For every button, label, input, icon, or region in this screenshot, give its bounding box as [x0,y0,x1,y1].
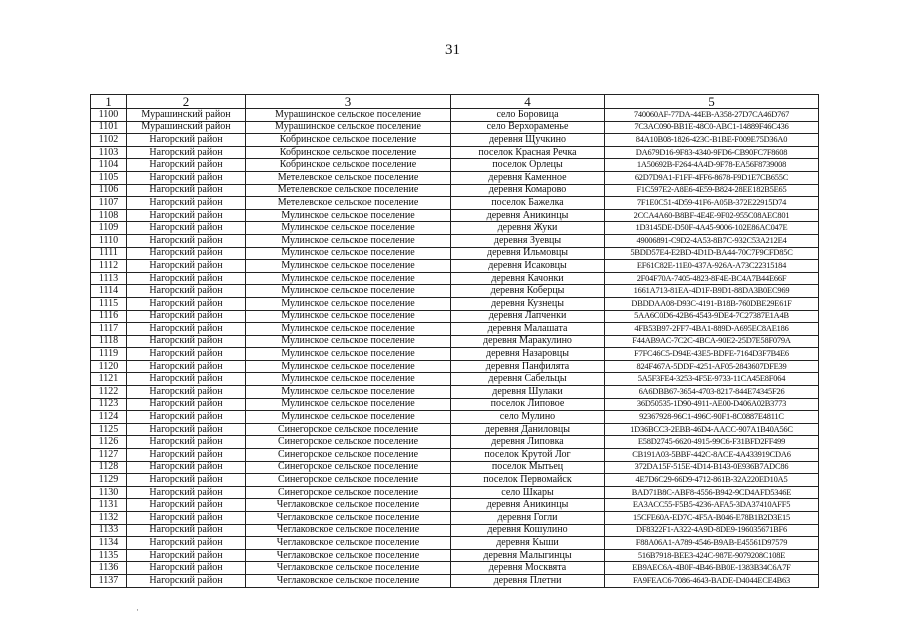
table-row [91,449,819,462]
table-row [91,537,819,550]
cell-identifier: FA9FEAC6-7086-4643-BADE-D4044ECE4B63 [605,574,819,587]
cell-district: Нагорский район [127,549,246,562]
cell-number: 1105 [91,171,127,184]
table-row [91,549,819,562]
cell-identifier: 516B7918-BEE3-424C-987E-9079208C108E [605,549,819,562]
cell-number: 1136 [91,562,127,575]
cell-district: Нагорский район [127,562,246,575]
cell-district: Нагорский район [127,323,246,336]
column-header-number: 1 [91,95,127,109]
cell-settlement: Синегорское сельское поселение [246,436,451,449]
cell-number: 1133 [91,524,127,537]
cell-number: 1116 [91,310,127,323]
cell-identifier: CB191A03-5BBF-442C-8ACE-4A433919CDA6 [605,449,819,462]
cell-settlement: Чеглаковское сельское поселение [246,512,451,525]
cell-number: 1107 [91,197,127,210]
table-row [91,234,819,247]
cell-number: 1108 [91,209,127,222]
table-row [91,411,819,424]
cell-district: Нагорский район [127,499,246,512]
cell-identifier: 1D36BCC3-2EBB-46D4-AACC-907A1B40A56C [605,423,819,436]
table-row [91,184,819,197]
cell-identifier: 4FB53B97-2FF7-4BA1-889D-A695EC8AE186 [605,323,819,336]
table-row [91,109,819,122]
cell-locality: поселок Орлецы [451,159,605,172]
cell-settlement: Чеглаковское сельское поселение [246,499,451,512]
table-row [91,474,819,487]
cell-locality: деревня Каменное [451,171,605,184]
table-row [91,310,819,323]
cell-locality: деревня Коберцы [451,285,605,298]
cell-settlement: Мулинское сельское поселение [246,209,451,222]
table-row [91,171,819,184]
table-row [91,146,819,159]
table-row [91,285,819,298]
cell-settlement: Кобринское сельское поселение [246,134,451,147]
cell-number: 1114 [91,285,127,298]
cell-number: 1109 [91,222,127,235]
cell-locality: деревня Зуевцы [451,234,605,247]
cell-number: 1122 [91,386,127,399]
cell-settlement: Метелевское сельское поселение [246,171,451,184]
cell-district: Нагорский район [127,209,246,222]
cell-locality: деревня Гогли [451,512,605,525]
cell-identifier: 6A6DBB67-3654-4703-8217-844E74345F26 [605,386,819,399]
cell-locality: деревня Кошулино [451,524,605,537]
cell-settlement: Чеглаковское сельское поселение [246,537,451,550]
column-header-identifier: 5 [605,95,819,109]
cell-district: Нагорский район [127,574,246,587]
cell-locality: деревня Малашата [451,323,605,336]
cell-locality: деревня Панфилята [451,360,605,373]
cell-number: 1119 [91,348,127,361]
cell-number: 1115 [91,297,127,310]
cell-identifier: 7F1E0C51-4D59-41F6-A05B-372E22915D74 [605,197,819,210]
cell-number: 1101 [91,121,127,134]
cell-district: Нагорский район [127,423,246,436]
cell-number: 1126 [91,436,127,449]
cell-number: 1131 [91,499,127,512]
cell-locality: деревня Москвята [451,562,605,575]
cell-number: 1110 [91,234,127,247]
table-row [91,486,819,499]
cell-settlement: Чеглаковское сельское поселение [246,562,451,575]
cell-identifier: 62D7D9A1-F1FF-4FF6-8678-F9D1E7CB655C [605,171,819,184]
table-row [91,499,819,512]
cell-district: Нагорский район [127,386,246,399]
cell-number: 1134 [91,537,127,550]
cell-settlement: Синегорское сельское поселение [246,423,451,436]
cell-locality: деревня Лапченки [451,310,605,323]
cell-identifier: 5A5F3FE4-3253-4F5E-9733-11CA45E8F064 [605,373,819,386]
cell-identifier: F7FC46C5-D94E-43E5-BDFE-7164D3F7B4E6 [605,348,819,361]
cell-locality: поселок Первомайск [451,474,605,487]
cell-identifier: 4E7D6C29-66D9-4712-861B-32A220ED10A5 [605,474,819,487]
cell-identifier: 372DA15F-515E-4D14-B143-0E936B7ADC86 [605,461,819,474]
cell-number: 1106 [91,184,127,197]
cell-district: Нагорский район [127,234,246,247]
table-row [91,524,819,537]
cell-locality: деревня Шулаки [451,386,605,399]
cell-settlement: Мулинское сельское поселение [246,335,451,348]
cell-district: Нагорский район [127,449,246,462]
cell-number: 1125 [91,423,127,436]
cell-number: 1113 [91,272,127,285]
cell-locality: деревня Даниловцы [451,423,605,436]
cell-number: 1130 [91,486,127,499]
cell-locality: поселок Бажелка [451,197,605,210]
cell-settlement: Чеглаковское сельское поселение [246,549,451,562]
cell-number: 1128 [91,461,127,474]
cell-identifier: DA679D16-9F83-4340-9FD6-CB90FC7F8608 [605,146,819,159]
cell-identifier: 15CFE60A-ED7C-4F5A-B046-E78B1B2D3E15 [605,512,819,525]
table-row [91,197,819,210]
cell-identifier: 1A50692B-F264-4A4D-9F78-EA56F8739008 [605,159,819,172]
cell-number: 1129 [91,474,127,487]
cell-district: Нагорский район [127,436,246,449]
cell-district: Нагорский район [127,335,246,348]
cell-settlement: Синегорское сельское поселение [246,474,451,487]
table-row [91,423,819,436]
cell-identifier: 84A10B08-1826-423C-B1BE-F009E75D36A0 [605,134,819,147]
cell-locality: поселок Красная Речка [451,146,605,159]
cell-locality: деревня Исаковцы [451,260,605,273]
cell-settlement: Мулинское сельское поселение [246,285,451,298]
cell-identifier: F88A06A1-A789-4546-B9AB-E45561D97579 [605,537,819,550]
table-row [91,272,819,285]
column-header-district: 2 [127,95,246,109]
cell-locality: деревня Сабельцы [451,373,605,386]
table-row [91,562,819,575]
table-row [91,222,819,235]
cell-number: 1112 [91,260,127,273]
cell-district: Нагорский район [127,486,246,499]
column-header-settlement: 3 [246,95,451,109]
cell-identifier: 1D3145DE-D50F-4A45-9006-102E86AC047E [605,222,819,235]
cell-district: Нагорский район [127,247,246,260]
table-row [91,360,819,373]
cell-district: Нагорский район [127,184,246,197]
cell-settlement: Мулинское сельское поселение [246,323,451,336]
page-number: 31 [445,42,460,58]
cell-number: 1102 [91,134,127,147]
cell-settlement: Мулинское сельское поселение [246,222,451,235]
cell-number: 1111 [91,247,127,260]
table-row [91,247,819,260]
scan-speck: · [136,605,139,615]
cell-district: Нагорский район [127,474,246,487]
cell-settlement: Мулинское сельское поселение [246,310,451,323]
cell-district: Нагорский район [127,524,246,537]
cell-settlement: Мулинское сельское поселение [246,373,451,386]
cell-district: Нагорский район [127,159,246,172]
cell-district: Нагорский район [127,197,246,210]
table-header-row [91,95,819,109]
cell-settlement: Метелевское сельское поселение [246,197,451,210]
cell-number: 1137 [91,574,127,587]
cell-district: Нагорский район [127,373,246,386]
cell-number: 1118 [91,335,127,348]
table-row [91,512,819,525]
cell-locality: поселок Липовое [451,398,605,411]
cell-district: Нагорский район [127,222,246,235]
cell-settlement: Синегорское сельское поселение [246,449,451,462]
cell-identifier: F44AB9AC-7C2C-4BCA-90E2-25D7E58F079A [605,335,819,348]
cell-locality: село Боровица [451,109,605,122]
cell-locality: поселок Крутой Лог [451,449,605,462]
cell-locality: село Мулино [451,411,605,424]
cell-district: Мурашинский район [127,121,246,134]
cell-number: 1104 [91,159,127,172]
cell-identifier: 7C3AC090-BB1E-48C0-ABC1-14889F46C436 [605,121,819,134]
cell-district: Нагорский район [127,146,246,159]
table-row [91,386,819,399]
cell-number: 1135 [91,549,127,562]
cell-locality: деревня Щучкино [451,134,605,147]
cell-identifier: DF8322F1-A322-4A9D-8DE9-196035671BF6 [605,524,819,537]
cell-locality: поселок Мытьец [451,461,605,474]
cell-settlement: Мулинское сельское поселение [246,360,451,373]
cell-settlement: Мулинское сельское поселение [246,234,451,247]
cell-settlement: Мурашинское сельское поселение [246,109,451,122]
table-row [91,335,819,348]
table-row [91,436,819,449]
table-row [91,121,819,134]
cell-settlement: Мулинское сельское поселение [246,297,451,310]
cell-identifier: 824F467A-5DDF-4251-AF05-2843607DFE39 [605,360,819,373]
cell-district: Нагорский район [127,348,246,361]
cell-district: Нагорский район [127,260,246,273]
cell-district: Нагорский район [127,285,246,298]
cell-identifier: 36D50535-1D90-4911-AE00-D406A02B3773 [605,398,819,411]
cell-locality: деревня Плетни [451,574,605,587]
table-row [91,373,819,386]
cell-settlement: Мурашинское сельское поселение [246,121,451,134]
cell-settlement: Синегорское сельское поселение [246,461,451,474]
cell-settlement: Мулинское сельское поселение [246,260,451,273]
cell-settlement: Чеглаковское сельское поселение [246,524,451,537]
cell-number: 1117 [91,323,127,336]
cell-identifier: F1C597E2-A8E6-4E59-B824-28EE182B5E65 [605,184,819,197]
cell-locality: село Верхораменье [451,121,605,134]
cell-number: 1120 [91,360,127,373]
cell-district: Мурашинский район [127,109,246,122]
table-row [91,574,819,587]
cell-identifier: 49006891-C9D2-4A53-8B7C-932C53A212E4 [605,234,819,247]
cell-settlement: Мулинское сельское поселение [246,386,451,399]
cell-locality: деревня Комарово [451,184,605,197]
cell-locality: село Шкары [451,486,605,499]
cell-locality: деревня Жуки [451,222,605,235]
cell-settlement: Мулинское сельское поселение [246,411,451,424]
cell-identifier: EF61C82E-11E0-437A-926A-A73C22315184 [605,260,819,273]
cell-identifier: 5BDD57E4-E2BD-4D1D-BA44-70C7F9CFD85C [605,247,819,260]
cell-settlement: Мулинское сельское поселение [246,348,451,361]
cell-district: Нагорский район [127,171,246,184]
cell-locality: деревня Липовка [451,436,605,449]
cell-identifier: EA3ACC55-F5B5-4236-AFA5-3DA37410AFF5 [605,499,819,512]
table-row [91,398,819,411]
cell-settlement: Кобринское сельское поселение [246,146,451,159]
cell-locality: деревня Ильмовцы [451,247,605,260]
cell-settlement: Синегорское сельское поселение [246,486,451,499]
cell-locality: деревня Качонки [451,272,605,285]
cell-identifier: BAD71B8C-ABF8-4556-B942-9CD4AFD5346E [605,486,819,499]
cell-district: Нагорский район [127,134,246,147]
table-row [91,159,819,172]
cell-locality: деревня Малыгинцы [451,549,605,562]
table-row [91,323,819,336]
cell-number: 1123 [91,398,127,411]
cell-identifier: 1661A713-81EA-4D1F-B9D1-88DA3B0EC969 [605,285,819,298]
cell-district: Нагорский район [127,461,246,474]
cell-number: 1103 [91,146,127,159]
settlement-registry-table [90,94,819,588]
cell-district: Нагорский район [127,398,246,411]
cell-settlement: Кобринское сельское поселение [246,159,451,172]
cell-number: 1121 [91,373,127,386]
cell-identifier: 2CCA4A60-B8BF-4E4E-9F02-955C08AEC801 [605,209,819,222]
cell-settlement: Чеглаковское сельское поселение [246,574,451,587]
cell-district: Нагорский район [127,272,246,285]
cell-number: 1100 [91,109,127,122]
cell-identifier: DBDDAA08-D93C-4191-B18B-760DBE29E61F [605,297,819,310]
cell-locality: деревня Кыши [451,537,605,550]
cell-settlement: Мулинское сельское поселение [246,398,451,411]
cell-settlement: Метелевское сельское поселение [246,184,451,197]
cell-locality: деревня Маракулино [451,335,605,348]
table-body [91,109,819,588]
cell-identifier: E58D2745-6620-4915-99C6-F31BFD2FF499 [605,436,819,449]
cell-identifier: 5AA6C0D6-42B6-4543-9DE4-7C27387E1A4B [605,310,819,323]
cell-locality: деревня Аникинцы [451,499,605,512]
table-row [91,260,819,273]
cell-district: Нагорский район [127,360,246,373]
cell-identifier: 92367928-96C1-496C-90F1-8C0887E4811C [605,411,819,424]
cell-district: Нагорский район [127,537,246,550]
cell-district: Нагорский район [127,411,246,424]
cell-locality: деревня Аникинцы [451,209,605,222]
column-header-locality: 4 [451,95,605,109]
cell-identifier: 2F04F70A-7405-4823-8F4E-BC4A7B44E66F [605,272,819,285]
cell-number: 1124 [91,411,127,424]
cell-district: Нагорский район [127,297,246,310]
table-row [91,461,819,474]
cell-district: Нагорский район [127,310,246,323]
cell-settlement: Мулинское сельское поселение [246,247,451,260]
cell-locality: деревня Кузнецы [451,297,605,310]
cell-settlement: Мулинское сельское поселение [246,272,451,285]
cell-identifier: 740060AF-77DA-44EB-A358-27D7CA46D767 [605,109,819,122]
cell-locality: деревня Назаровцы [451,348,605,361]
table-row [91,348,819,361]
cell-district: Нагорский район [127,512,246,525]
cell-number: 1127 [91,449,127,462]
table-row [91,134,819,147]
table-row [91,297,819,310]
cell-number: 1132 [91,512,127,525]
cell-identifier: EB9AEC6A-4B0F-4B46-BB0E-1383B34C6A7F [605,562,819,575]
table-row [91,209,819,222]
